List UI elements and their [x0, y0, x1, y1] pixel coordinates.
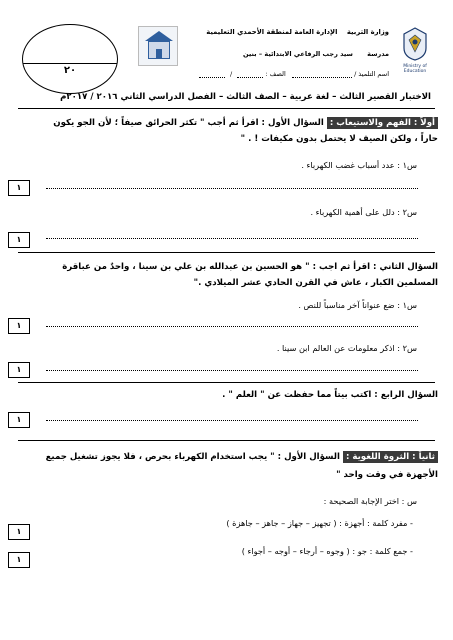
choice-row-1[interactable]: - مفرد كلمة : أجهزة : ( تجهيز – جهاز – جاهز – جاهزة ) — [226, 518, 413, 528]
question-s2-q2: س٢ : اذكر معلومات عن العالم ابن سينا . — [276, 343, 417, 353]
answer-row[interactable] — [18, 230, 418, 244]
header-line1 — [206, 28, 389, 36]
separator — [18, 382, 435, 383]
class-field[interactable] — [237, 71, 263, 78]
mark-box: ١ — [8, 180, 30, 196]
mark-box: ١ — [8, 412, 30, 428]
header-line3 — [199, 70, 389, 78]
score-ellipse — [22, 24, 118, 94]
section1-q2-line2: المسلمين الكبار ، عاش في القرن الحادي عشر الميلادي ." — [193, 278, 438, 288]
section2-instruction: س : اختر الإجابة الصحيحة : — [323, 496, 417, 506]
school-label: مدرسة — [367, 50, 389, 58]
header — [18, 18, 437, 98]
separator — [18, 252, 435, 253]
choice-row-2[interactable]: - جمع كلمة : جو : ( وجوه – أرجاء – أوجه – أجواء ) — [241, 546, 413, 556]
section2-q1-intro — [18, 452, 438, 462]
section1-q2-line1: السؤال الثاني : اقرأ ثم اجب : " هو الحسين بن عبدالله بن علي بن سينا ، واحدٌ من عباقرة — [62, 262, 438, 272]
ministry-label: Ministry of Education — [403, 64, 427, 74]
answer-row[interactable] — [18, 180, 418, 194]
header-line2 — [243, 50, 389, 58]
question-s1-q2: س٢ : دلل على أهمية الكهرباء . — [310, 207, 417, 217]
student-name-label: اسم التلميذ / — [354, 70, 389, 78]
answer-row[interactable] — [18, 362, 418, 376]
ministry-name: وزارة التربية — [346, 28, 389, 36]
mark-box: ١ — [8, 524, 30, 540]
answer-row[interactable] — [18, 412, 418, 426]
section1-question1-intro — [18, 118, 438, 128]
separator — [18, 440, 435, 441]
section1-q1-line2: حاراً ، ولكن الصيف لا يحتمل بدون مكيفات ! . " — [240, 134, 438, 144]
mark-box: ١ — [8, 318, 30, 334]
district-name: الإدارة العامة لمنطقة الأحمدي التعليمية — [206, 28, 338, 36]
question-s2-q1: س١ : ضع عنواناً آخر مناسباً للنص . — [298, 300, 417, 310]
ministry-emblem-icon — [401, 26, 429, 62]
section1-q1-line1: السؤال الأول : اقرأ ثم أجب " تكثر الحرائق صيفاً ؛ لأن الجو يكون — [53, 118, 324, 128]
mark-box: ١ — [8, 232, 30, 248]
answer-row[interactable] — [18, 318, 418, 332]
score-total: ٢٠ — [63, 65, 77, 76]
school-logo — [138, 26, 178, 66]
student-name-field[interactable] — [292, 71, 352, 78]
section-field[interactable] — [199, 71, 225, 78]
class-label: الصف : — [265, 70, 286, 78]
mark-box: ١ — [8, 552, 30, 568]
separator — [18, 108, 435, 109]
section2-q1-line1: السؤال الأول : " يجب استخدام الكهرباء بحرص ، فلا يجوز تشغيل جميع — [45, 452, 340, 462]
section1-heading: أولاً : الفهم والاستيعاب : — [327, 117, 438, 129]
question-s1-q1: س١ : عدد أسباب غضب الكهرباء . — [301, 160, 417, 170]
section2-q1-line2: الأجهزة في وقت واحد " — [336, 470, 438, 480]
mark-box: ١ — [8, 362, 30, 378]
class-slash: / — [230, 70, 233, 78]
school-name: سيد رجب الرفاعي الابتدائية – بنين — [243, 50, 353, 58]
exam-title: الاختبار القصير الثالث – لغة عربية – الصف الثالث – الفصل الدراسي الثاني ٢٠١٦ / ٢٠١٧م — [60, 92, 431, 102]
section2-heading: ثانياً : الثروة اللغوية : — [343, 451, 438, 463]
section1-q4: السؤال الرابع : اكتب بيتاً مما حفظت عن " العلم " . — [222, 390, 438, 400]
